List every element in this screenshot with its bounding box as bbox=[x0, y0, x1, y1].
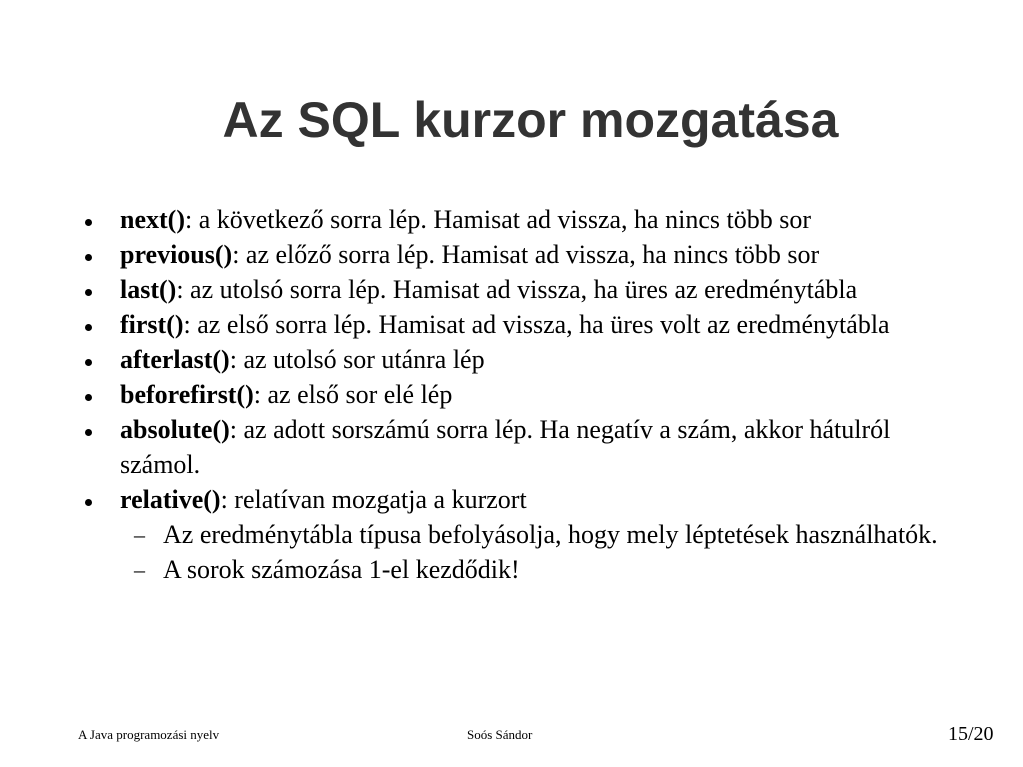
bullet-item-absolute bbox=[120, 412, 970, 482]
bullet-item-next bbox=[120, 202, 970, 237]
bullet-text: : az utolsó sorra lép. Hamisat ad vissza, ha üres az eredménytábla bbox=[176, 275, 858, 304]
bullet-dot-icon bbox=[85, 324, 92, 331]
bullet-item-relative bbox=[120, 482, 970, 587]
bullet-text: : az adott sorszámú sorra lép. Ha negatív a szám, akkor hátulról számol. bbox=[120, 415, 891, 479]
bullet-keyword: first() bbox=[120, 310, 184, 339]
bullet-keyword: afterlast() bbox=[120, 345, 230, 374]
slide-title: Az SQL kurzor mozgatása bbox=[222, 92, 839, 148]
bullet-text: : relatívan mozgatja a kurzort bbox=[220, 485, 527, 514]
bullet-keyword: last() bbox=[120, 275, 177, 304]
bullet-item-beforefirst bbox=[120, 377, 970, 412]
bullet-text: : az utolsó sor utánra lép bbox=[229, 345, 485, 374]
bullet-text: : az első sorra lép. Hamisat ad vissza, ha üres volt az eredménytábla bbox=[183, 310, 890, 339]
bullet-dot-icon bbox=[85, 394, 92, 401]
bullet-dot-icon bbox=[85, 359, 92, 366]
sub-bullet-item bbox=[134, 517, 970, 552]
footer-course-title: A Java programozási nyelv bbox=[78, 727, 220, 742]
bullet-dot-icon bbox=[85, 429, 92, 436]
page-number: 15/20 bbox=[948, 723, 994, 745]
bullet-item-afterlast bbox=[120, 342, 970, 377]
bullet-dot-icon bbox=[85, 289, 92, 296]
dash-icon: – bbox=[134, 557, 145, 582]
bullet-text: : a következő sorra lép. Hamisat ad vissza, ha nincs több sor bbox=[184, 205, 811, 234]
bullet-text: : az előző sorra lép. Hamisat ad vissza, ha nincs több sor bbox=[232, 240, 820, 269]
bullet-dot-icon bbox=[85, 219, 92, 226]
bullet-dot-icon bbox=[85, 254, 92, 261]
sub-bullet-list bbox=[120, 517, 970, 587]
sub-bullet-text: Az eredménytábla típusa befolyásolja, hogy mely léptetések használhatók. bbox=[163, 520, 938, 549]
bullet-keyword: absolute() bbox=[120, 415, 230, 444]
dash-icon: – bbox=[134, 522, 145, 547]
sub-bullet-item bbox=[134, 552, 970, 587]
bullet-keyword: beforefirst() bbox=[120, 380, 254, 409]
bullet-keyword: previous() bbox=[120, 240, 233, 269]
bullet-text: : az első sor elé lép bbox=[253, 380, 453, 409]
bullet-item-first bbox=[120, 307, 970, 342]
bullet-item-last bbox=[120, 272, 970, 307]
bullet-dot-icon bbox=[85, 499, 92, 506]
bullet-list bbox=[120, 202, 970, 587]
sub-bullet-text: A sorok számozása 1-el kezdődik! bbox=[163, 555, 520, 584]
bullet-keyword: next() bbox=[120, 205, 185, 234]
bullet-item-previous bbox=[120, 237, 970, 272]
footer-author: Soós Sándor bbox=[467, 727, 533, 742]
bullet-keyword: relative() bbox=[120, 485, 221, 514]
